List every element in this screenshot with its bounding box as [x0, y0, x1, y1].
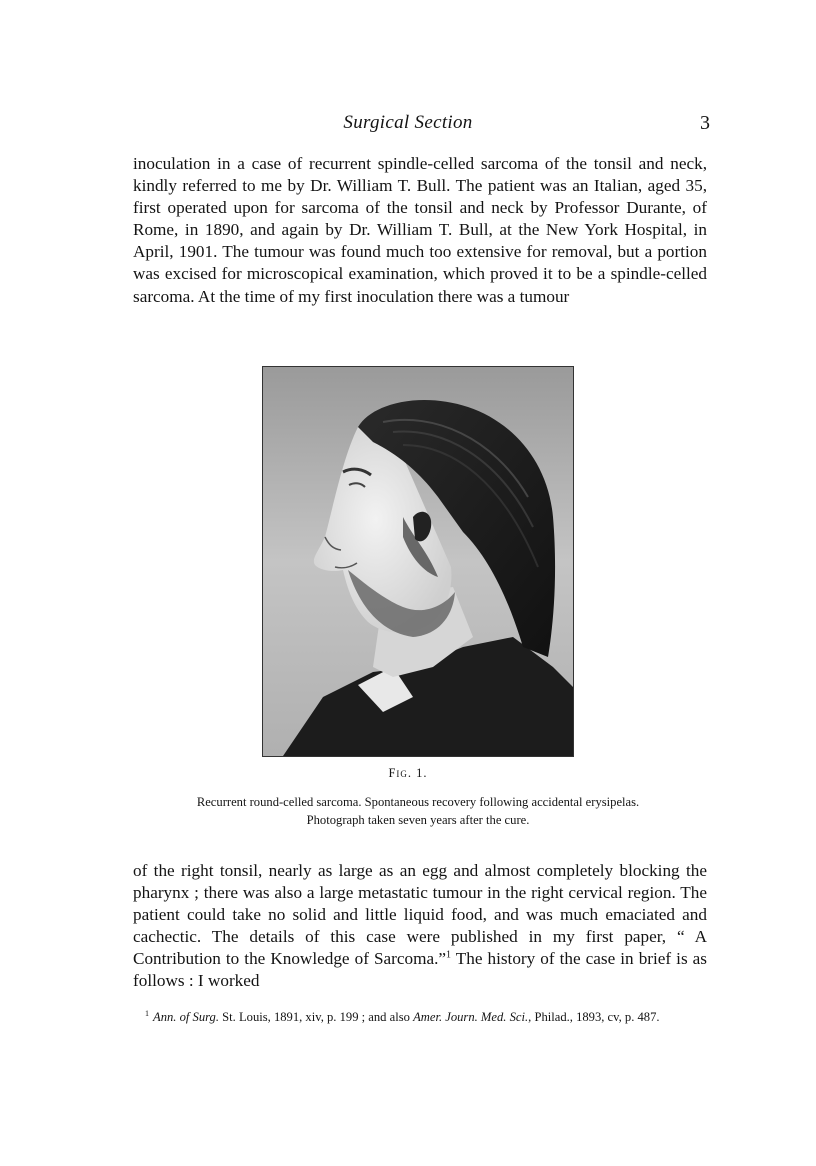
portrait-illustration	[263, 367, 573, 756]
footnote-marker: 1	[145, 1009, 149, 1018]
footnote-citation-2: , Philad., 1893, cv, p. 487.	[528, 1010, 660, 1025]
body-paragraph-bottom	[133, 860, 707, 993]
body-paragraph-top: inoculation in a case of recurrent spindle-celled sarcoma of the tonsil and neck, kindly referred to me by Dr. William T. Bull. The patient was an Italian, aged 35, first operated upon for sarcoma of the tonsil and neck by Professor Durante, of Rome, in 1890, and again by Dr. William T. Bull, at the New York Hospital, in April, 1901. The tumour was found much too extensive for removal, but a portion was excised for microscopical examination, which proved it to be a spindle-celled sarcoma. At the time of my first inoculation there was a tumour	[133, 154, 707, 306]
figure-caption: Recurrent round-celled sarcoma. Spontaneous recovery following accidental erysipelas. Photograph taken seven years after the cure.	[196, 795, 640, 827]
footnote-citation-1: St. Louis, 1891, xiv, p. 199 ; and also	[219, 1010, 414, 1025]
figure-label: Fig. 1.	[388, 766, 428, 780]
footnote	[133, 1005, 707, 1027]
running-head-title: Surgical Section	[343, 112, 473, 133]
page-number: 3	[700, 112, 710, 134]
portrait-photograph	[262, 366, 574, 757]
footnote-journal-2: Amer. Journ. Med. Sci.	[413, 1010, 529, 1025]
body-paragraph-bottom-continuation: The history of the case in brief is as follows : I worked	[133, 949, 707, 991]
body-paragraph-bottom-text: of the right tonsil, nearly as large as an egg and almost completely blocking the pharynx ; there was also a large metastatic tumour in the right cervical region. The patient could take no solid and little liquid food, and was much emaciated and cachectic. The details of this case were published in my first paper, “ A Contribution to the Knowledge of Sarcoma.”	[133, 861, 707, 969]
footnote-reference[interactable]: 1	[446, 949, 452, 961]
footnote-journal-1: Ann. of Surg.	[153, 1010, 220, 1025]
